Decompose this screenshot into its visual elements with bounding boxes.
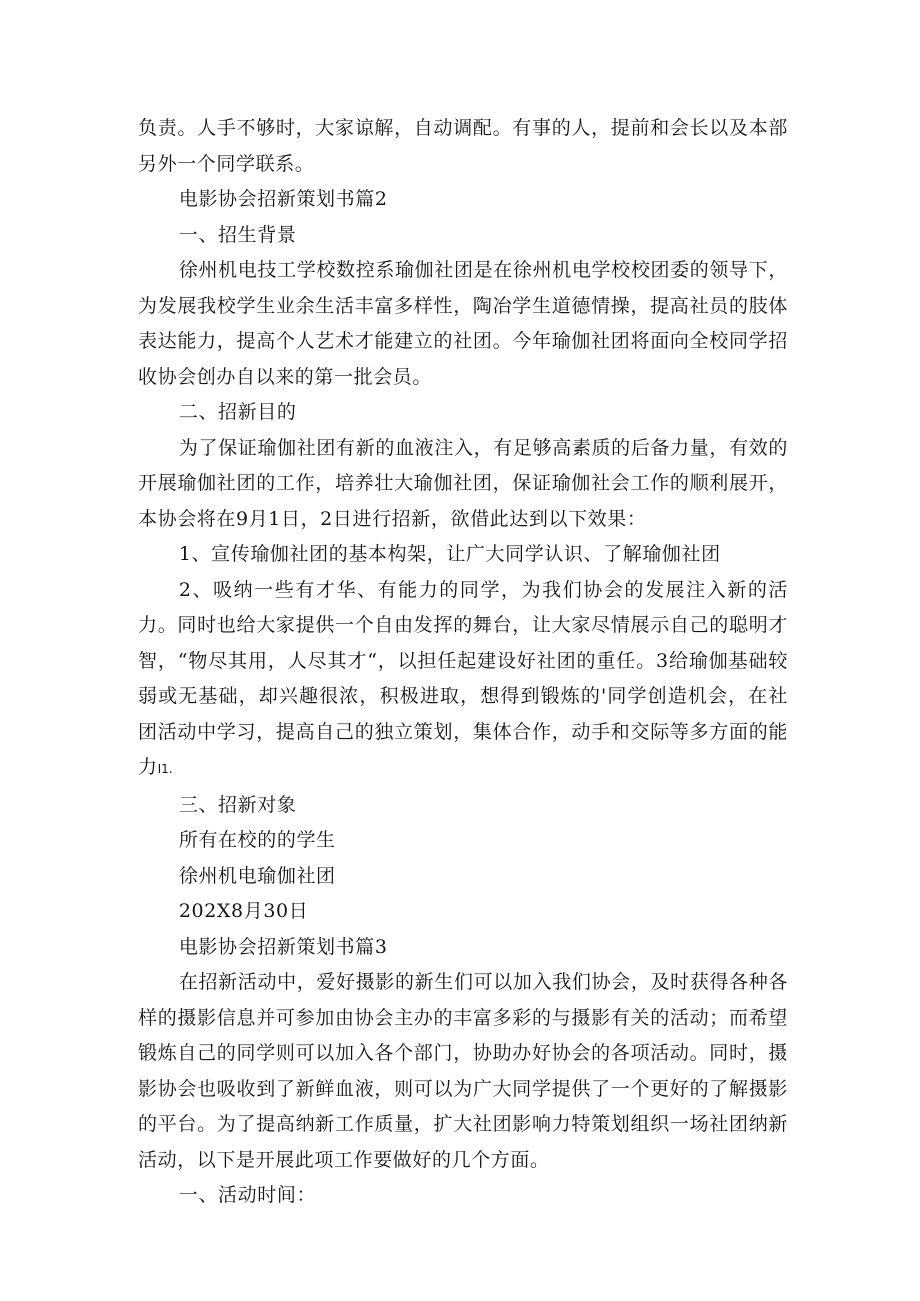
paragraph-recruit-background: 徐州机电技工学校数控系瑜伽社团是在徐州机电学校校团委的领导下，为发展我校学生业余生活丰富多样性，陶冶学生道德情操，提高社员的肢体表达能力，提高个人艺术才能建立的社团。今年瑜伽社团将面向全校同学招收协会创办自以来的第一批会员。 (138, 259, 788, 388)
signature-organization: 徐州机电瑜伽社团 (178, 864, 336, 887)
heading-recruit-purpose: 二、招新目的 (178, 401, 297, 423)
heading-recruit-target: 三、招新对象 (178, 793, 297, 816)
paragraph-recruit-purpose: 为了保证瑜伽社团有新的血液注入，有足够高素质的后备力量，有效的开展瑜伽社团的工作，培养壮大瑜伽社团，保证瑜伽社会工作的顺利展开，本协会将在9月1日，2日进行招新，欲借此达到以下效果： (138, 436, 788, 530)
purpose-item-2-text: 2、吸纳一些有才华、有能力的同学，为我们协会的发展注入新的活力。同时也给大家提供一个自由发挥的舞台，让大家尽情展示自己的聪明才智，“物尽其用，人尽其才“，以担任起建设好社团的重任。3给瑜伽基础较弱或无基础，却兴趣很浓，积极进取，想得到锻炼的'同学创造机会，在社团活动中学习，提高自己的独立策划，集体合作，动手和交际等多方面的能力 (138, 578, 788, 778)
heading-activity-time: 一、活动时间： (178, 1184, 317, 1206)
document-body (138, 111, 788, 1214)
recruit-target-text: 所有在校的的学生 (178, 829, 336, 851)
purpose-item-1: 1、宣传瑜伽社团的基本构架，让广大同学认识、了解瑜伽社团 (178, 543, 721, 565)
purpose-item-2-mark: I1. (157, 762, 173, 776)
heading-recruit-background: 一、招生背景 (178, 223, 297, 246)
section-title-part-2: 电影协会招新策划书篇2 (178, 188, 388, 210)
purpose-item-2 (138, 573, 788, 788)
section-title-part-3: 电影协会招新策划书篇3 (178, 935, 388, 958)
continuation-paragraph: 负责。人手不够时，大家谅解，自动调配。有事的人，提前和会长以及本部另外一个同学联系。 (138, 117, 788, 175)
signature-date: 202X8月30日 (178, 900, 309, 922)
paragraph-intro-part-3: 在招新活动中，爱好摄影的新生们可以加入我们协会，及时获得各种各样的摄影信息并可参加由协会主办的丰富多彩的与摄影有关的活动；而希望锻炼自己的同学则可以加入各个部门，协助办好协会的各项活动。同时，摄影协会也吸收到了新鲜血液，则可以为广大同学提供了一个更好的了解摄影的平台。为了提高纳新工作质量，扩大社团影响力特策划组织一场社团纳新活动，以下是开展此项工作要做好的几个方面。 (138, 971, 788, 1171)
